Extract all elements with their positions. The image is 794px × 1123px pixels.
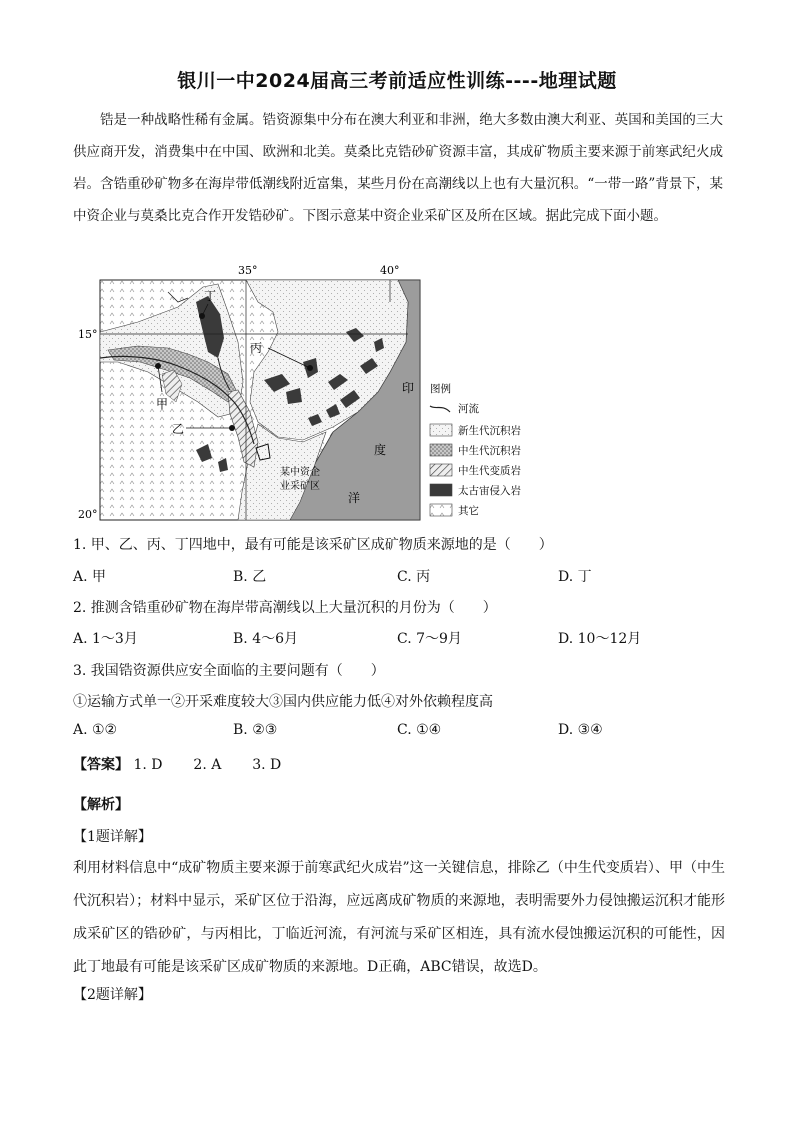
detail-2-heading: 【2题详解】 <box>73 987 152 1003</box>
q1-option-c[interactable]: C. 丙 <box>397 569 431 585</box>
q1-option-b[interactable]: B. 乙 <box>233 569 267 585</box>
legend-mesozoic-sed: 中生代沉积岩 <box>458 445 521 457</box>
q3-option-b[interactable]: B. ②③ <box>233 722 278 738</box>
lon-label-35: 35° <box>238 264 258 277</box>
q2-option-d[interactable]: D. 10～12月 <box>558 631 642 647</box>
q3-option-c[interactable]: C. ①④ <box>397 722 442 738</box>
page-title: 银川一中2024届高三考前适应性训练----地理试题 <box>177 70 617 92</box>
q3-option-a[interactable]: A. ①② <box>73 722 118 738</box>
legend-other: 其它 <box>458 505 479 517</box>
q2-option-b[interactable]: B. 4～6月 <box>233 631 299 647</box>
q2-option-a[interactable]: A. 1～3月 <box>73 631 138 647</box>
question-1-stem: 1. 甲、乙、丙、丁四地中，最有可能是该采矿区成矿物质来源地的是（ ） <box>73 537 553 553</box>
mining-label-line1: 某中资企 <box>280 467 320 478</box>
legend-mesozoic-meta: 中生代变质岩 <box>458 465 521 477</box>
answer-line <box>73 754 281 774</box>
ocean-label-2: 度 <box>374 443 387 457</box>
map-legend <box>430 382 521 517</box>
place-ding: 丁 <box>204 289 217 303</box>
question-3-statements: ①运输方式单一②开采难度较大③国内供应能力低④对外依赖程度高 <box>73 694 493 710</box>
q2-option-c[interactable]: C. 7～9月 <box>397 631 462 647</box>
mining-label-line2: 业采矿区 <box>280 481 320 492</box>
detail-1-text: 利用材料信息中“成矿物质主要来源于前寒武纪火成岩”这一关键信息，排除乙（中生代变质岩）、甲（中生代沉积岩）；材料中显示，采矿区位于沿海，应远离成矿物质的来源地，表明需要外力侵蚀搬运沉积才能形成采矿区的锆砂矿，与丙相比，丁临近河流，有河流与采矿区相连，具有流水侵蚀搬运沉积的可能性，因此丁地最有可能是该采矿区成矿物质的来源地。D正确，ABC错误，故选D。 <box>73 860 725 975</box>
lat-label-15: 15° <box>78 328 98 341</box>
detail-1-heading: 【1题详解】 <box>73 829 152 845</box>
legend-river: 河流 <box>458 403 479 415</box>
lon-label-40: 40° <box>380 264 400 277</box>
analysis-heading: 【解析】 <box>73 797 129 813</box>
ocean-label-3: 洋 <box>348 491 361 505</box>
q3-option-d[interactable]: D. ③④ <box>558 722 603 738</box>
intro-paragraph: 锆是一种战略性稀有金属。锆资源集中分布在澳大利亚和非洲，绝大多数由澳大利亚、英国和美国的三大供应商开发，消费集中在中国、欧洲和北美。莫桑比克锆砂矿资源丰富，其成矿物质主要来源于前寒武纪火成岩。含锆重砂矿物多在海岸带低潮线附近富集，某些月份在高潮线以上也有大量沉积。“一带一路”背景下，某中资企业与莫桑比克合作开发锆砂矿。下图示意某中资企业采矿区及所在区域。据此完成下面小题。 <box>73 112 723 224</box>
legend-archean: 太古宙侵入岩 <box>458 485 521 497</box>
question-2-stem: 2. 推测含锆重砂矿物在海岸带高潮线以上大量沉积的月份为（ ） <box>73 600 497 616</box>
legend-cenozoic: 新生代沉积岩 <box>458 425 521 437</box>
answer-label: 【答案】 <box>73 757 129 773</box>
lat-label-20: 20° <box>78 508 98 521</box>
ocean-label-1: 印 <box>402 381 415 395</box>
q1-option-a[interactable]: A. 甲 <box>73 569 107 585</box>
place-bing: 丙 <box>250 341 263 355</box>
place-yi: 乙 <box>172 422 185 436</box>
q1-option-d[interactable]: D. 丁 <box>558 569 592 585</box>
answer-1: 1. D <box>133 757 163 773</box>
legend-title: 图例 <box>430 383 451 395</box>
answer-2: 2. A <box>193 757 222 773</box>
region-map <box>78 262 540 524</box>
question-3-stem: 3. 我国锆资源供应安全面临的主要问题有（ ） <box>73 663 385 679</box>
place-jia: 甲 <box>156 397 169 411</box>
answer-3: 3. D <box>252 757 282 773</box>
